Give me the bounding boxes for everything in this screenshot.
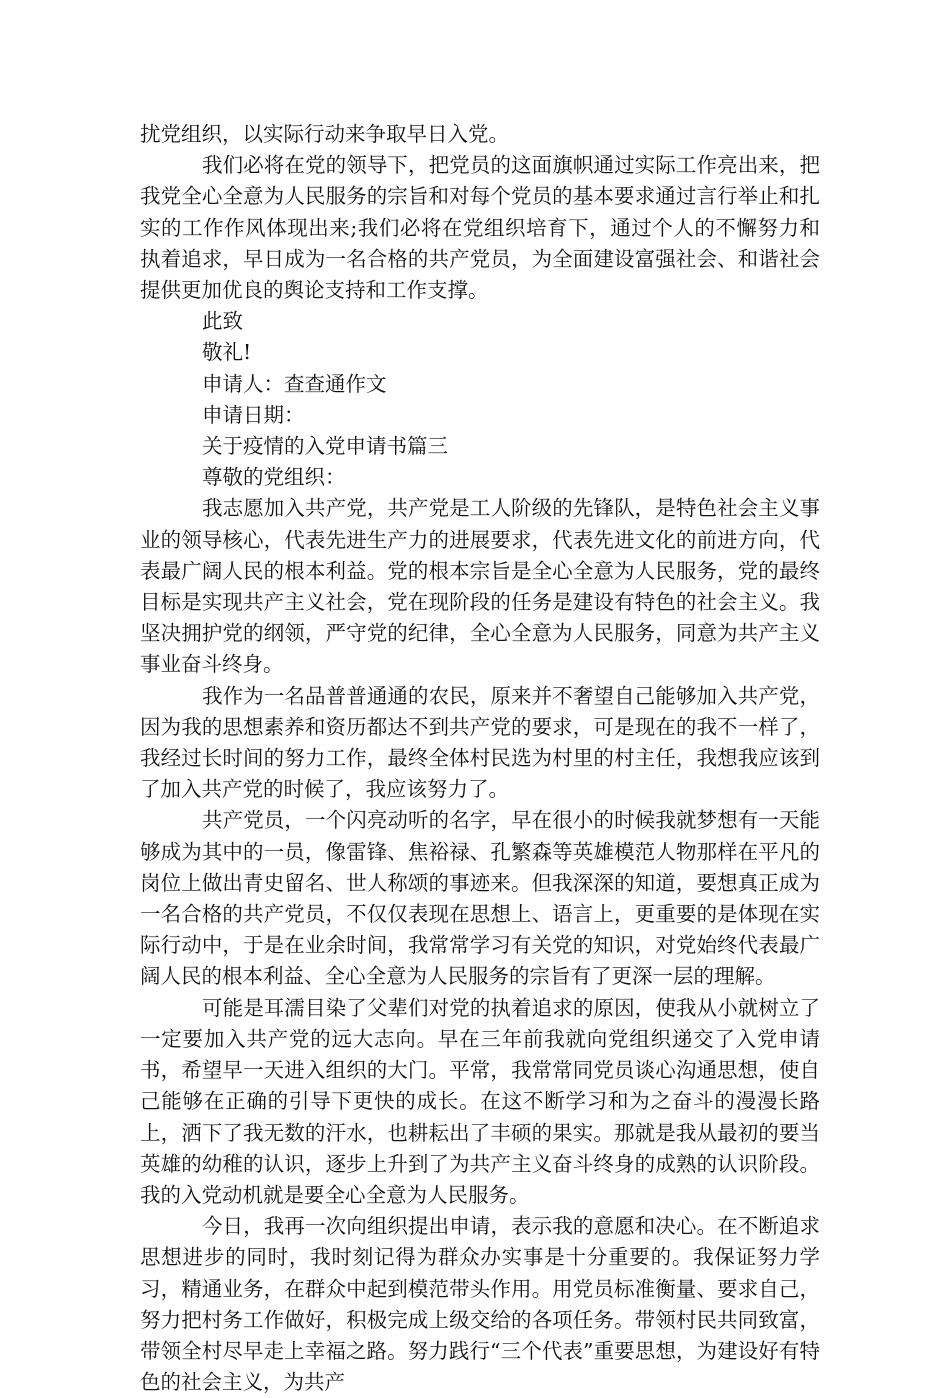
closing-regards: 敬礼! <box>202 340 252 365</box>
application-date-line: 申请日期： <box>202 402 305 427</box>
applicant-line: 申请人：查查通作文 <box>202 371 387 396</box>
document-page <box>140 119 820 1398</box>
paragraph: 我们必将在党的领导下，把党员的这面旗帜通过实际工作亮出来，把我党全心全意为人民服务的宗旨和对每个党员的基本要求通过言行举止和扎实的工作作风体现出来;我们必将在党组织培育下，通过个人的不懈努力和执着追求，早日成为一名合格的共产党员，为全面建设富强社会、和谐社会提供更加优良的舆论支持和工作支撑。 <box>140 153 820 303</box>
greeting: 尊敬的党组织： <box>202 465 346 490</box>
paragraph: 共产党员，一个闪亮动听的名字，早在很小的时候我就梦想有一天能够成为其中的一员，像雷锋、焦裕禄、孔繁森等英雄模范人物那样在平凡的岗位上做出青史留名、世人称颂的事迹来。但我深深的知道，要想真正成为一名合格的共产党员，不仅仅表现在思想上、语言上，更重要的是体现在实际行动中，于是在业余时间，我常常学习有关党的知识，对党始终代表最广阔人民的根本利益、全心全意为人民服务的宗旨有了更深一层的理解。 <box>140 808 820 989</box>
paragraph: 我作为一名品普普通通的农民，原来并不奢望自己能够加入共产党，因为我的思想素养和资历都达不到共产党的要求，可是现在的我不一样了，我经过长时间的努力工作，最终全体村民选为村里的村主任，我想我应该到了加入共产党的时候了，我应该努力了。 <box>140 683 820 802</box>
paragraph: 可能是耳濡目染了父辈们对党的执着追求的原因，使我从小就树立了一定要加入共产党的远大志向。早在三年前我就向党组织递交了入党申请书，希望早一天进入组织的大门。平常，我常常同党员谈心沟通思想，使自己能够在正确的引导下更快的成长。在这不断学习和为之奋斗的漫漫长路上，洒下了我无数的汗水，也耕耘出了丰硕的果实。那就是我从最初的要当英雄的幼稚的认识，逐步上升到了为共产主义奋斗终身的成熟的认识阶段。我的入党动机就是要全心全意为人民服务。 <box>140 995 820 1207</box>
paragraph: 我志愿加入共产党，共产党是工人阶级的先锋队，是特色社会主义事业的领导核心，代表先进生产力的进展要求，代表先进文化的前进方向，代表最广阔人民的根本利益。党的根本宗旨是全心全意为人民服务，党的最终目标是实现共产主义社会，党在现阶段的任务是建设有特色的社会主义。我坚决拥护党的纲领，严守党的纪律，全心全意为人民服务，同意为共产主义事业奋斗终身。 <box>140 496 820 677</box>
paragraph: 扰党组织，以实际行动来争取早日入党。 <box>140 122 509 146</box>
section-title: 关于疫情的入党申请书篇三 <box>202 434 448 459</box>
paragraph: 今日，我再一次向组织提出申请，表示我的意愿和决心。在不断追求思想进步的同时，我时刻记得为群众办实事是十分重要的。我保证努力学习，精通业务，在群众中起到模范带头作用。用党员标准衡量、要求自己，努力把村务工作做好，积极完成上级交给的各项任务。带领村民共同致富，带领全村尽早走上幸福之路。努力践行“三个代表”重要思想，为建设好有特色的社会主义，为共产 <box>140 1214 820 1395</box>
closing-salutation: 此致 <box>202 309 243 334</box>
